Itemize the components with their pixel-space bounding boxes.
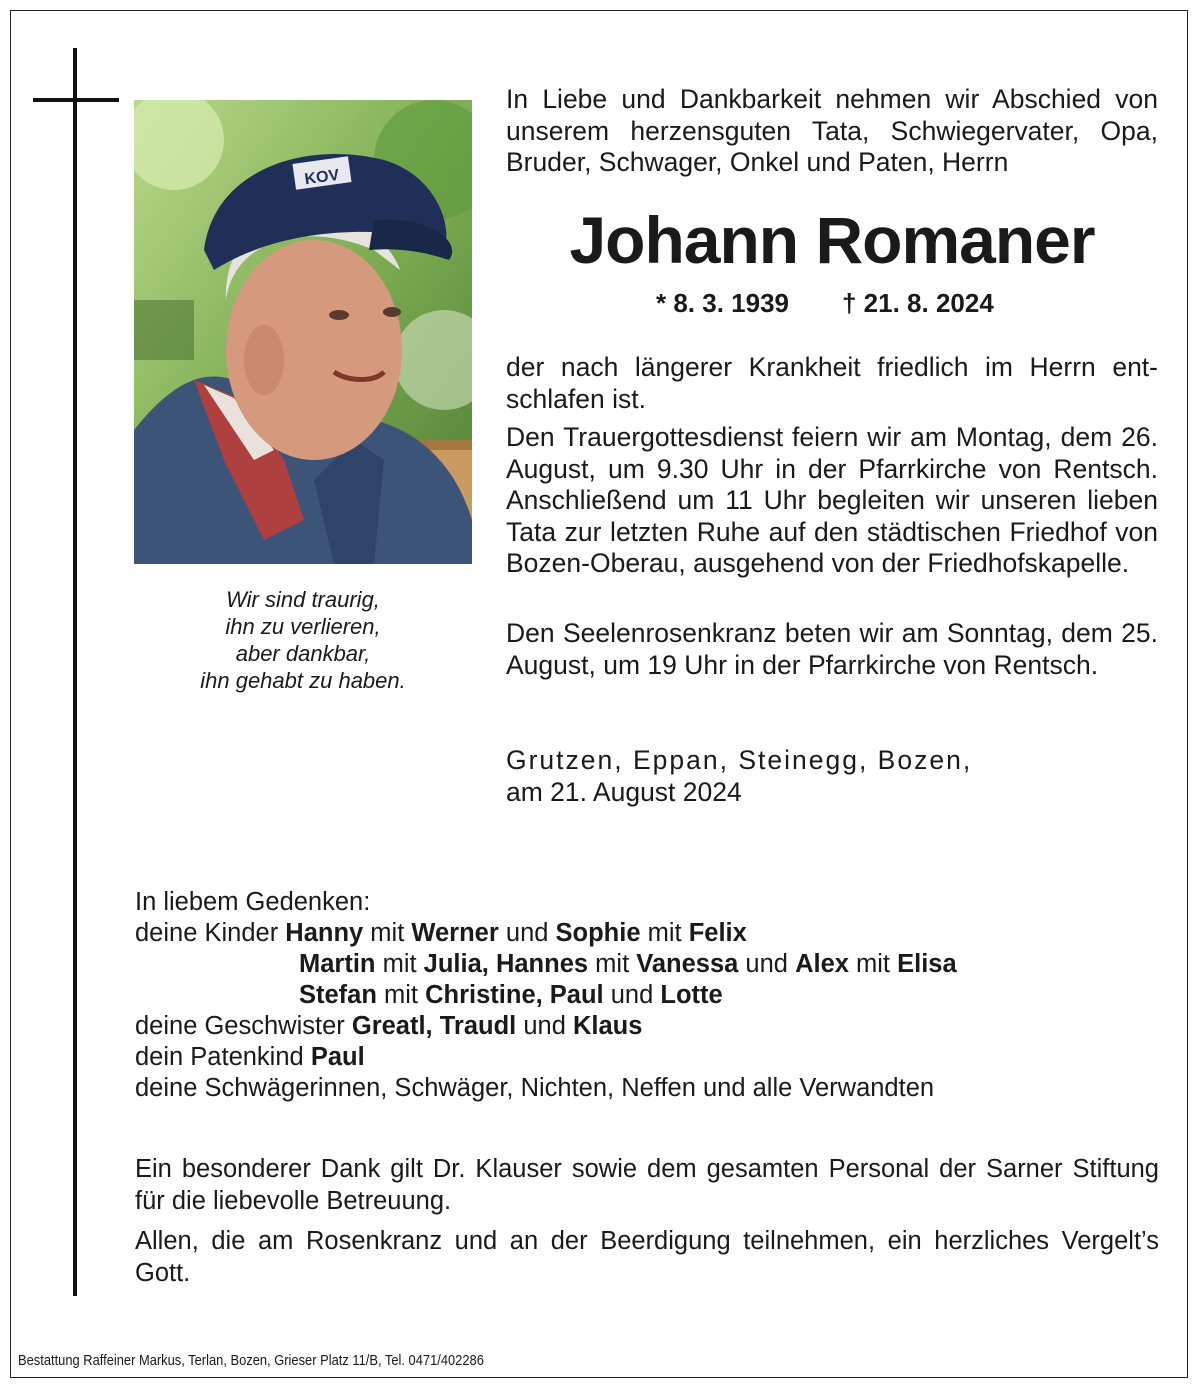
quote-line: ihn zu verlieren, bbox=[225, 614, 381, 639]
godchild-line bbox=[135, 1042, 1165, 1073]
portrait-photo bbox=[134, 100, 472, 564]
relative-name: Hanny bbox=[285, 919, 364, 947]
cross-icon-bar bbox=[33, 98, 119, 102]
connector-text: mit bbox=[376, 981, 426, 1009]
notice-date: am 21. August 2024 bbox=[506, 777, 742, 807]
cross-icon bbox=[73, 48, 77, 1296]
relative-name: Felix bbox=[688, 919, 747, 947]
relative-name: Stefan bbox=[299, 981, 377, 1009]
funeral-service-text: Den Trauergottesdienst feiern wir am Montag, dem 26. August, um 9.30 Uhr in der Pfarrkirche von Rentsch. Anschließend um 11 Uhr begleiten wir unseren lieben Tata zur letzten Ruhe auf den städtischen Friedhof von Bozen-Oberau, ausgehend von der Friedhofskapelle. bbox=[506, 422, 1158, 578]
relative-name: Sophie bbox=[555, 919, 641, 947]
relative-name: Lotte bbox=[660, 981, 723, 1009]
connector-text: und bbox=[603, 981, 661, 1009]
children-names bbox=[285, 919, 747, 947]
passing-text: der nach längerer Krankheit friedlich im Herrn entschlafen ist. bbox=[506, 352, 1158, 414]
deceased-name: Johann Romaner bbox=[569, 203, 1095, 277]
relative-name: Julia, Hannes bbox=[423, 950, 589, 978]
children-line bbox=[135, 980, 1165, 1011]
rosary-text: Den Seelenrosenkranz beten wir am Sonntag, dem 25. August, um 19 Uhr in der Pfarrkirche von Rentsch. bbox=[506, 618, 1158, 680]
children-line bbox=[135, 918, 1165, 949]
quote-line: aber dankbar, bbox=[235, 641, 371, 666]
thanks-text: Allen, die am Rosenkranz und an der Beerdigung teilnehmen, ein herzliches Vergelt’s Gott. bbox=[135, 1227, 1159, 1287]
relative-name: Werner bbox=[411, 919, 499, 947]
places: Grutzen, Eppan, Steinegg, Bozen, bbox=[506, 745, 973, 775]
relative-name: Alex bbox=[795, 950, 849, 978]
children-prefix: deine Kinder bbox=[135, 919, 286, 947]
relative-name: Martin bbox=[299, 950, 376, 978]
siblings-names bbox=[135, 1012, 642, 1040]
relatives-line: deine Schwägerinnen, Schwäger, Nichten, Neffen und alle Verwandten bbox=[135, 1074, 935, 1102]
memorial-quote bbox=[134, 586, 472, 694]
connector-text: und bbox=[738, 950, 796, 978]
quote-line: ihn gehabt zu haben. bbox=[200, 668, 406, 693]
connector-text: mit bbox=[588, 950, 637, 978]
connector-text: mit bbox=[363, 919, 412, 947]
family-list bbox=[135, 887, 1165, 1104]
children-names bbox=[299, 950, 957, 978]
funeral-home-footer: Bestattung Raffeiner Markus, Terlan, Bozen, Grieser Platz 11/B, Tel. 0471/402286 bbox=[18, 1352, 484, 1369]
relative-name: Klaus bbox=[572, 1012, 643, 1040]
family-heading: In liebem Gedenken: bbox=[135, 888, 371, 916]
death-date: † 21. 8. 2024 bbox=[842, 288, 994, 318]
relative-name: Paul bbox=[310, 1043, 365, 1071]
thanks-text: Ein besonderer Dank gilt Dr. Klauser sowie dem gesamten Personal der Sarner Stiftung für die liebevolle Betreuung. bbox=[135, 1155, 1159, 1215]
connector-text: mit bbox=[848, 950, 898, 978]
connector-text: mit bbox=[375, 950, 424, 978]
godchild-name bbox=[135, 1043, 365, 1071]
cap-logo: KOV bbox=[303, 166, 341, 189]
connector-text: dein Patenkind bbox=[135, 1043, 311, 1071]
relative-name: Christine, Paul bbox=[425, 981, 604, 1009]
children-line bbox=[135, 949, 1165, 980]
relative-name: Elisa bbox=[897, 950, 957, 978]
siblings-line bbox=[135, 1011, 1165, 1042]
relative-name: Vanessa bbox=[636, 950, 739, 978]
connector-text: und bbox=[516, 1012, 573, 1040]
connector-text: deine Geschwister bbox=[135, 1012, 352, 1040]
connector-text: mit bbox=[640, 919, 689, 947]
quote-line: Wir sind traurig, bbox=[226, 587, 380, 612]
relative-name: Greatl, Traudl bbox=[351, 1012, 517, 1040]
intro-text: In Liebe und Dankbarkeit nehmen wir Abschied von unserem herzensguten Tata, Schwiegervater, Opa, Bruder, Schwager, Onkel und Paten, Herrn bbox=[506, 84, 1158, 177]
children-names bbox=[299, 981, 723, 1009]
connector-text: und bbox=[498, 919, 556, 947]
birth-date: * 8. 3. 1939 bbox=[656, 288, 789, 318]
